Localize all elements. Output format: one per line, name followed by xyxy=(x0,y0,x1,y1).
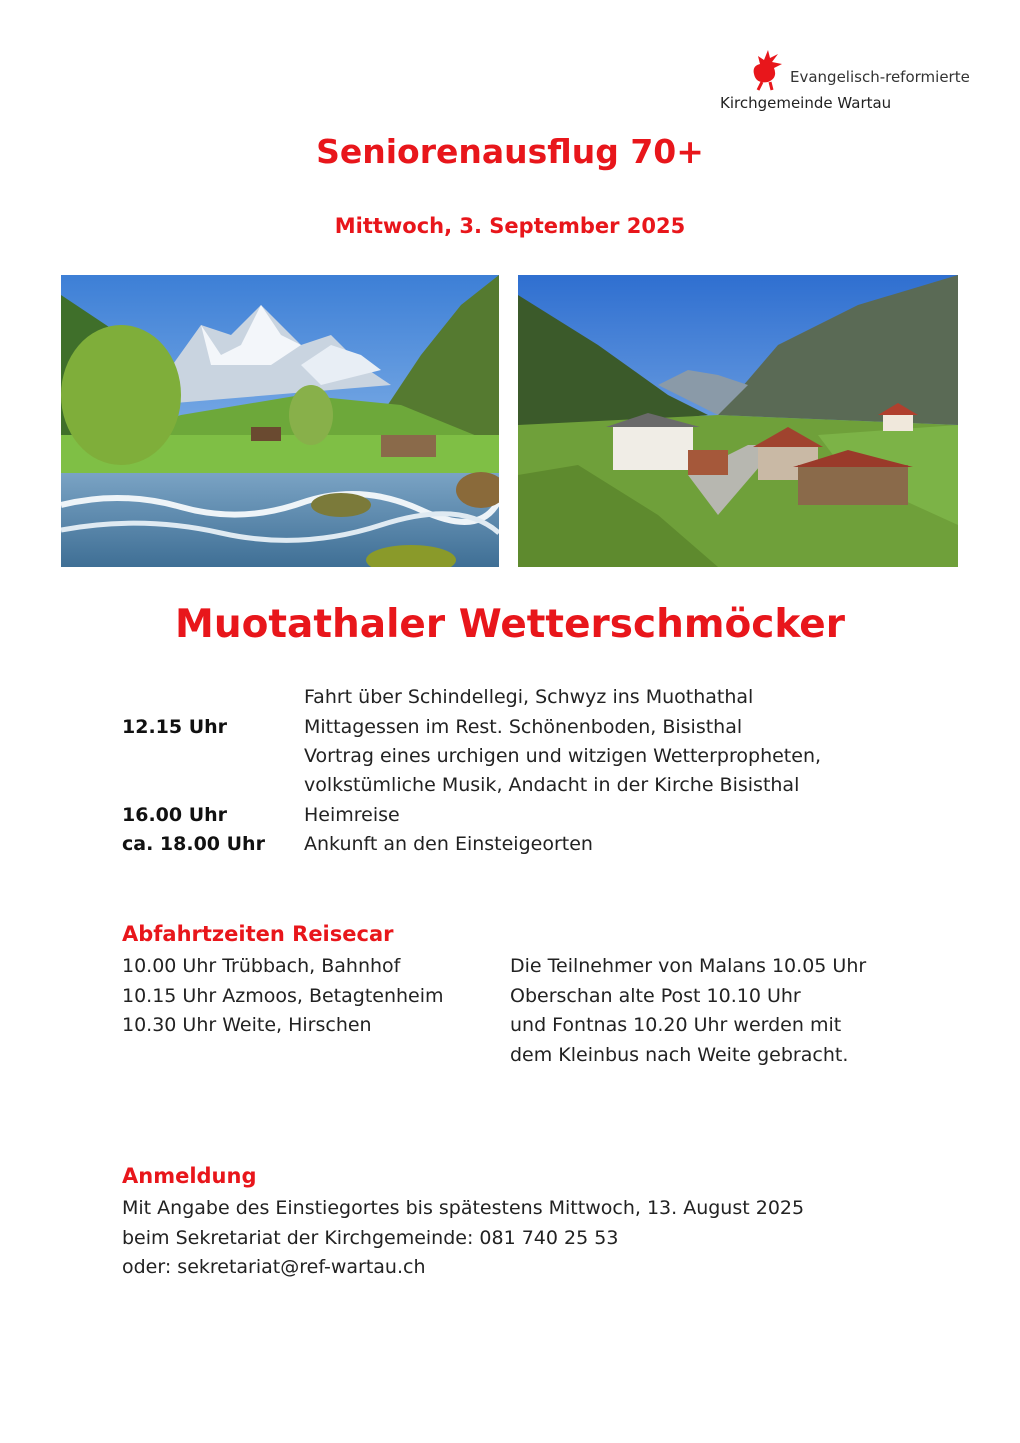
program-row xyxy=(0,833,1020,862)
departure-right-line: Oberschan alte Post 10.10 Uhr xyxy=(510,985,801,1007)
program-row xyxy=(0,804,1020,833)
program-time: ca. 18.00 Uhr xyxy=(122,833,265,855)
program-row xyxy=(0,745,1020,774)
departure-left-line: 10.00 Uhr Trübbach, Bahnhof xyxy=(122,955,401,977)
departure-left-line: 10.15 Uhr Azmoos, Betagtenheim xyxy=(122,985,444,1007)
program-text: Fahrt über Schindellegi, Schwyz ins Muothathal xyxy=(304,686,754,708)
logo-text-line2: Kirchgemeinde Wartau xyxy=(720,94,892,112)
program-text: Vortrag eines urchigen und witzigen Wetterpropheten, xyxy=(304,745,822,767)
registration-email[interactable]: oder: sekretariat@ref-wartau.ch xyxy=(122,1256,426,1278)
program-row xyxy=(0,774,1020,803)
rooster-cross-icon xyxy=(748,48,788,92)
departures-heading: Abfahrtzeiten Reisecar xyxy=(122,922,394,946)
program-row xyxy=(0,686,1020,715)
program-text: Ankunft an den Einsteigeorten xyxy=(304,833,593,855)
program-text: Heimreise xyxy=(304,804,400,826)
photo-mountain-river xyxy=(61,275,499,567)
program-time: 16.00 Uhr xyxy=(122,804,228,826)
event-headline: Muotathaler Wetterschmöcker xyxy=(175,602,845,647)
program-text: Mittagessen im Rest. Schönenboden, Bisisthal xyxy=(304,716,743,738)
program-row xyxy=(0,716,1020,745)
program-text: volkstümliche Musik, Andacht in der Kirche Bisisthal xyxy=(304,774,800,796)
photo-village-valley xyxy=(518,275,958,567)
logo-text-line1: Evangelisch-reformierte xyxy=(790,68,970,86)
departure-right-line: dem Kleinbus nach Weite gebracht. xyxy=(510,1044,849,1066)
registration-line: Mit Angabe des Einstiegortes bis spätestens Mittwoch, 13. August 2025 xyxy=(122,1197,805,1219)
event-date: Mittwoch, 3. September 2025 xyxy=(334,214,686,238)
page-title: Seniorenausflug 70+ xyxy=(316,132,704,171)
departure-right-line: und Fontnas 10.20 Uhr werden mit xyxy=(510,1014,842,1036)
church-logo xyxy=(720,44,990,114)
departure-left-line: 10.30 Uhr Weite, Hirschen xyxy=(122,1014,372,1036)
registration-line: beim Sekretariat der Kirchgemeinde: 081 740 25 53 xyxy=(122,1227,619,1249)
departure-right-line: Die Teilnehmer von Malans 10.05 Uhr xyxy=(510,955,867,977)
registration-heading: Anmeldung xyxy=(122,1164,257,1188)
program-time: 12.15 Uhr xyxy=(122,716,228,738)
